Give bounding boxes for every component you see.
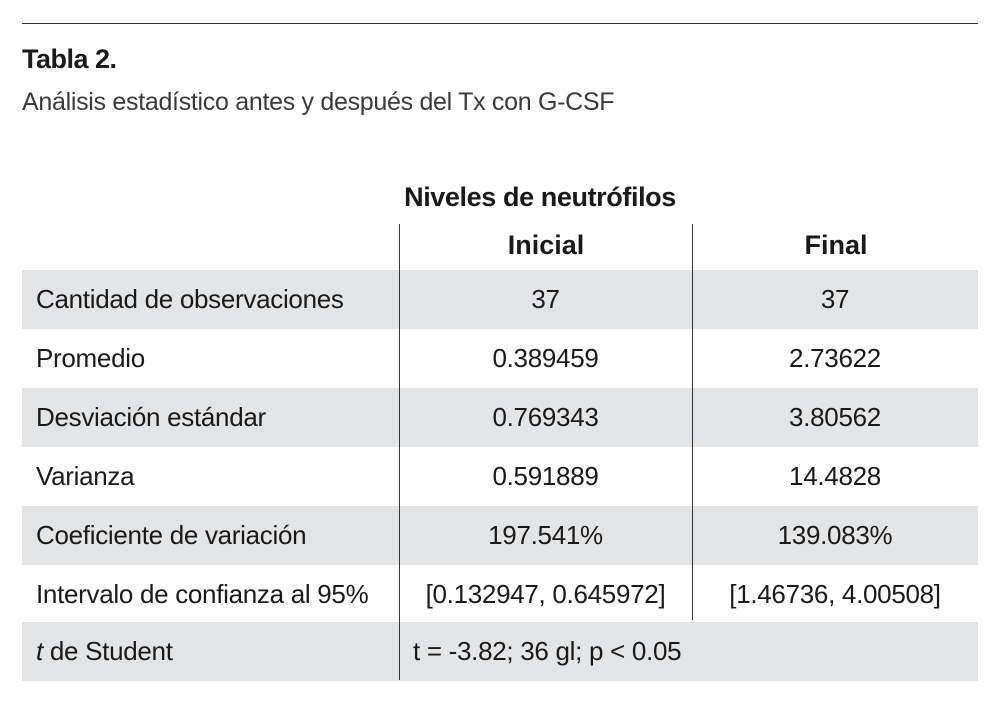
cell-inicial: 197.541% xyxy=(488,520,603,550)
cell-inicial: [0.132947, 0.645972] xyxy=(425,579,666,609)
top-rule xyxy=(22,23,978,24)
student-label-text: de Student xyxy=(42,636,173,666)
table-row xyxy=(22,565,978,624)
cell-inicial: 37 xyxy=(531,284,560,314)
column-divider-2 xyxy=(692,224,693,620)
row-label: Intervalo de confianza al 95% xyxy=(36,579,369,609)
row-label xyxy=(22,636,399,667)
table-label: Tabla 2. xyxy=(22,44,117,74)
row-label: Desviación estándar xyxy=(36,402,266,432)
row-label: Cantidad de observaciones xyxy=(36,284,344,314)
table-row xyxy=(22,506,978,565)
column-header-inicial: Inicial xyxy=(507,230,585,260)
table-row xyxy=(22,270,978,329)
cell-final: 139.083% xyxy=(777,520,893,550)
t-symbol: t xyxy=(36,636,43,666)
row-label: Promedio xyxy=(36,343,145,373)
cell-final: [1.46736, 4.00508] xyxy=(729,579,941,609)
row-label: Varianza xyxy=(36,461,135,491)
column-header-final: Final xyxy=(804,230,868,260)
group-header: Niveles de neutrófilos xyxy=(404,182,676,212)
row-label: Coeficiente de variación xyxy=(36,520,307,550)
cell-final: 2.73622 xyxy=(789,343,881,373)
table-row xyxy=(22,447,978,506)
cell-student-result: t = -3.82; 36 gl; p < 0.05 xyxy=(413,636,682,666)
cell-inicial: 0.769343 xyxy=(492,402,599,432)
cell-final: 14.4828 xyxy=(789,461,881,491)
table-row xyxy=(22,388,978,447)
table-row xyxy=(22,329,978,388)
cell-final: 37 xyxy=(820,284,850,314)
cell-final: 3.80562 xyxy=(789,402,881,432)
cell-inicial: 0.389459 xyxy=(492,343,599,373)
cell-inicial: 0.591889 xyxy=(492,461,599,491)
table-caption: Análisis estadístico antes y después del Tx con G-CSF xyxy=(22,88,615,116)
column-divider-1 xyxy=(399,224,400,680)
table-row-student xyxy=(22,622,978,681)
